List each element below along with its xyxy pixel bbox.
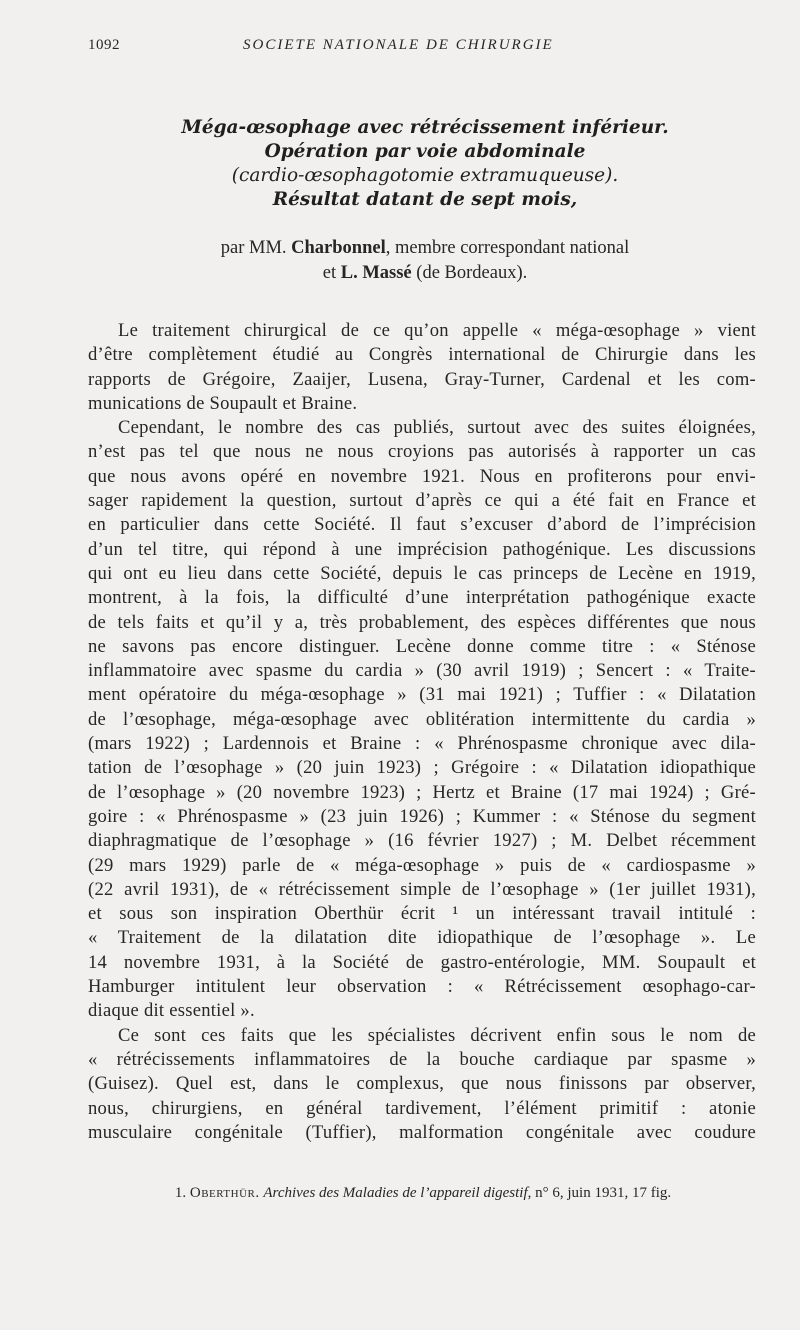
footnote-author: Oberthür. xyxy=(189,1185,260,1201)
footnote-number: 1. xyxy=(174,1185,187,1201)
author-name: L. Massé xyxy=(340,263,412,283)
article-body xyxy=(88,319,756,1145)
body-line: d’être complètement étudié au Congrès international de Chirurgie dans les xyxy=(88,344,756,366)
body-line: (mars 1922) ; Lardennois et Braine : « Phrénospasme chronique avec dila- xyxy=(88,733,756,755)
running-head xyxy=(88,37,758,59)
body-line: sager rapidement la question, surtout d’après ce qui a été fait en France et xyxy=(88,490,756,512)
article-title xyxy=(90,116,760,212)
journal-title: SOCIETE NATIONALE DE CHIRURGIE xyxy=(243,37,554,53)
footnote xyxy=(88,1185,758,1202)
body-line: ne savons pas encore distinguer. Lecène donne comme titre : « Sténose xyxy=(88,635,756,657)
body-line: (Guisez). Quel est, dans le complexus, que nous finissons par observer, xyxy=(88,1073,756,1095)
byline-line-1 xyxy=(90,236,760,261)
body-line: de tels faits et qu’il y a, très probablement, des espèces différentes que nous xyxy=(88,611,756,633)
author-place: (de Bordeaux). xyxy=(416,263,528,283)
body-line: de l’œsophage » (20 novembre 1923) ; Hertz et Braine (17 mai 1924) ; Gré- xyxy=(88,781,756,803)
body-line: musculaire congénitale (Tuffier), malformation congénitale avec coudure xyxy=(88,1121,756,1143)
body-line: Cependant, le nombre des cas publiés, surtout avec des suites éloignées, xyxy=(118,417,756,439)
body-line: goire : « Phrénospasme » (23 juin 1926) ; Kummer : « Sténose du segment xyxy=(88,805,756,827)
body-line: Hamburger intitulent leur observation : « Rétrécissement œsophago-car- xyxy=(88,976,756,998)
body-line: que nous avons opéré en novembre 1921. Nous en profiterons pour envi- xyxy=(88,465,756,487)
body-line: (29 mars 1929) parle de « méga-œsophage » puis de « cardiospasme » xyxy=(88,854,756,876)
title-line: Résultat datant de sept mois, xyxy=(272,189,578,210)
body-line: de l’œsophage, méga-œsophage avec oblitération intermittente du cardia » xyxy=(88,708,756,730)
body-line: diaphragmatique de l’œsophage » (16 février 1927) ; M. Delbet récemment xyxy=(88,830,756,852)
body-line: d’un tel titre, qui répond à une imprécision pathogénique. Les discussions xyxy=(88,538,756,560)
body-line: tation de l’œsophage » (20 juin 1923) ; Grégoire : « Dilatation idiopathique xyxy=(88,757,756,779)
body-line: en particulier dans cette Société. Il faut s’excuser d’abord de l’imprécision xyxy=(88,514,756,536)
byline-prefix: par MM. xyxy=(220,238,287,258)
body-line: rapports de Grégoire, Zaaijer, Lusena, Gray-Turner, Cardenal et les com- xyxy=(88,368,756,390)
author-name: Charbonnel xyxy=(291,238,386,258)
body-line: munications de Soupault et Braine. xyxy=(88,392,358,414)
title-line: Méga-œsophage avec rétrécissement inférieur. xyxy=(181,117,669,138)
body-line: diaque dit essentiel ». xyxy=(88,1000,255,1022)
title-line: Opération par voie abdominale xyxy=(264,141,586,162)
body-line: « Traitement de la dilatation dite idiopathique de l’œsophage ». Le xyxy=(88,927,756,949)
body-line: qui ont eu lieu dans cette Société, depuis le cas princeps de Lecène en 1919, xyxy=(88,562,756,584)
body-line: montrent, à la fois, la difficulté d’une interprétation pathogénique exacte xyxy=(88,587,756,609)
title-line: (cardio-œsophagotomie extramuqueuse). xyxy=(231,165,619,186)
body-line: (22 avril 1931), de « rétrécissement simple de l’œsophage » (1er juillet 1931), xyxy=(88,878,756,900)
byline-line-2 xyxy=(90,261,760,286)
body-line: nous, chirurgiens, en général tardivement, l’élément primitif : atonie xyxy=(88,1097,756,1119)
body-line: Ce sont ces faits que les spécialistes décrivent enfin sous le nom de xyxy=(118,1024,756,1046)
body-line: et sous son inspiration Oberthür écrit ¹ un intéressant travail intitulé : xyxy=(88,903,756,925)
page-number: 1092 xyxy=(88,37,120,53)
author-role: , membre correspondant national xyxy=(385,238,630,258)
byline xyxy=(90,236,760,286)
body-line: inflammatoire avec spasme du cardia » (30 avril 1919) ; Sencert : « Traite- xyxy=(88,660,756,682)
body-line: n’est pas tel que nous ne nous croyions pas autorisés à rapporter un cas xyxy=(88,441,756,463)
body-line: ment opératoire du méga-œsophage » (31 mai 1921) ; Tuffier : « Dilatation xyxy=(88,684,756,706)
byline-conjunction: et xyxy=(322,263,337,283)
footnote-details: , n° 6, juin 1931, 17 fig. xyxy=(527,1185,672,1201)
body-line: « rétrécissements inflammatoires de la bouche cardiaque par spasme » xyxy=(88,1048,756,1070)
footnote-journal: Archives des Maladies de l’appareil digestif xyxy=(263,1185,528,1201)
body-line: Le traitement chirurgical de ce qu’on appelle « méga-œsophage » vient xyxy=(118,320,756,341)
body-line: 14 novembre 1931, à la Société de gastro-entérologie, MM. Soupault et xyxy=(88,951,756,973)
